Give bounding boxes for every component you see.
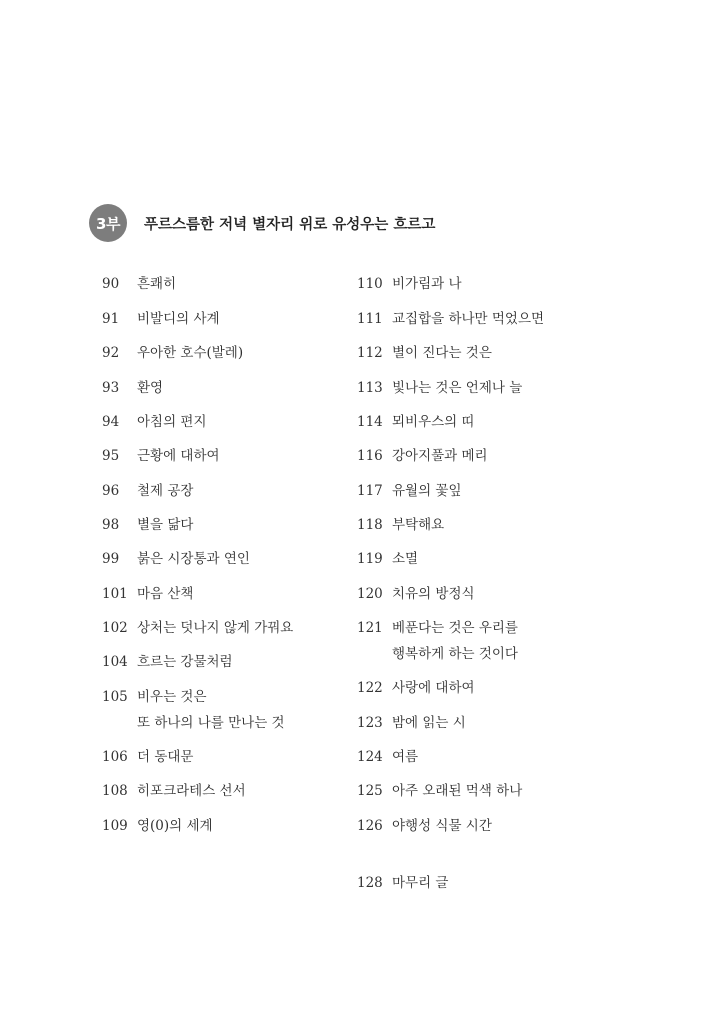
toc-page-number: 105	[102, 689, 128, 705]
toc-page-number: 112	[357, 345, 383, 361]
toc-page-number: 113	[357, 380, 383, 396]
toc-title-line: 우아한 호수(발레)	[137, 345, 244, 361]
toc-title	[392, 870, 448, 896]
toc-title	[137, 778, 246, 804]
toc-title	[137, 478, 193, 504]
toc-page-number: 93	[102, 380, 120, 396]
toc-title	[392, 675, 475, 701]
toc-title	[137, 375, 163, 401]
toc-page-number: 101	[102, 586, 128, 602]
toc-page-number: 126	[357, 818, 383, 834]
toc-title-line: 아침의 편지	[137, 414, 207, 430]
toc-title-line: 부탁해요	[392, 517, 445, 533]
toc-page-number: 124	[357, 749, 383, 765]
toc-page-number: 92	[102, 345, 120, 361]
toc-title	[392, 375, 522, 401]
toc-title-line: 야행성 식물 시간	[392, 818, 492, 834]
toc-page-number: 120	[357, 586, 383, 602]
toc-title-line: 영(0)의 세계	[137, 818, 213, 834]
toc-title	[392, 409, 475, 435]
toc-page-number: 106	[102, 749, 128, 765]
toc-title-line: 교집합을 하나만 먹었으면	[392, 311, 545, 327]
part-header	[89, 204, 435, 242]
toc-title	[137, 649, 233, 675]
toc-title	[137, 581, 193, 607]
toc-title-line: 강아지풀과 메리	[392, 448, 488, 464]
part-badge: 3부	[89, 204, 127, 242]
toc-title-line: 근황에 대하여	[137, 448, 220, 464]
toc-page-number: 117	[357, 483, 383, 499]
toc-page-number: 116	[357, 448, 383, 464]
toc-title	[137, 340, 243, 366]
part-title: 푸르스름한 저녁 별자리 위로 유성우는 흐르고	[144, 216, 436, 233]
toc-title-line: 흐르는 강물처럼	[137, 654, 233, 670]
toc-title-line: 뫼비우스의 띠	[392, 414, 475, 430]
toc-title	[137, 684, 285, 736]
toc-title-line: 유월의 꽃잎	[392, 483, 462, 499]
toc-title	[392, 778, 522, 804]
toc-title-line: 밤에 읽는 시	[392, 715, 466, 731]
toc-page-number: 91	[102, 311, 120, 327]
toc-title-line: 베푼다는 것은 우리를	[392, 620, 518, 636]
toc-page-number: 109	[102, 818, 128, 834]
toc-title-line: 아주 오래된 먹색 하나	[392, 783, 523, 799]
toc-page-number: 128	[357, 875, 383, 891]
toc-page-number: 96	[102, 483, 120, 499]
toc-page-number: 121	[357, 620, 383, 636]
toc-title-line: 사랑에 대하여	[392, 680, 475, 696]
toc-title-line: 붉은 시장통과 연인	[137, 551, 250, 567]
toc-title	[392, 340, 492, 366]
toc-title	[137, 443, 220, 469]
toc-title	[392, 710, 466, 736]
toc-page-number: 123	[357, 715, 383, 731]
toc-title	[137, 306, 220, 332]
toc-title	[137, 813, 213, 839]
toc-title	[392, 512, 444, 538]
toc-title	[392, 271, 462, 297]
toc-title-line: 비가림과 나	[392, 276, 462, 292]
toc-page-number: 110	[357, 276, 383, 292]
toc-title	[392, 813, 492, 839]
toc-title	[392, 744, 418, 770]
toc-title	[137, 546, 250, 572]
toc-page-number: 122	[357, 680, 383, 696]
toc-page-number: 98	[102, 517, 120, 533]
toc-title-line: 치유의 방정식	[392, 586, 475, 602]
toc-page-number: 118	[357, 517, 383, 533]
toc-title-line: 비우는 것은	[137, 689, 207, 705]
toc-page-number: 102	[102, 620, 128, 636]
toc-title-line: 흔쾌히	[137, 276, 177, 292]
toc-title-line: 상처는 덧나지 않게 가꿔요	[137, 620, 294, 636]
toc-title	[137, 271, 176, 297]
toc-title-line: 철제 공장	[137, 483, 194, 499]
toc-title-line: 환영	[137, 380, 164, 396]
toc-title-line: 여름	[392, 749, 419, 765]
toc-title	[392, 546, 418, 572]
toc-title-line: 빛나는 것은 언제나 늘	[392, 380, 523, 396]
toc-title	[392, 615, 518, 667]
toc-title-line: 더 동대문	[137, 749, 194, 765]
toc-title	[392, 478, 462, 504]
toc-page-number: 95	[102, 448, 120, 464]
toc-title	[137, 409, 207, 435]
toc-page-number: 94	[102, 414, 120, 430]
toc-page-number: 119	[357, 551, 383, 567]
toc-title-line: 행복하게 하는 것이다	[392, 646, 518, 662]
toc-title-line: 별이 진다는 것은	[392, 345, 492, 361]
toc-page-number: 104	[102, 654, 128, 670]
toc-title	[392, 581, 475, 607]
toc-title	[137, 615, 293, 641]
toc-page-number: 111	[357, 311, 383, 327]
toc-page-number: 108	[102, 783, 128, 799]
toc-title-line: 히포크라테스 선서	[137, 783, 246, 799]
toc-title	[392, 443, 488, 469]
toc-title-line: 비발디의 사계	[137, 311, 220, 327]
toc-title-line: 또 하나의 나를 만나는 것	[137, 715, 285, 731]
toc-title-line: 마음 산책	[137, 586, 194, 602]
toc-title-line: 별을 닮다	[137, 517, 194, 533]
toc-title	[137, 512, 193, 538]
toc-title	[137, 744, 193, 770]
toc-title	[392, 306, 544, 332]
toc-page-number: 125	[357, 783, 383, 799]
toc-page-number: 99	[102, 551, 120, 567]
toc-title-line: 마무리 글	[392, 875, 449, 891]
toc-title-line: 소멸	[392, 551, 419, 567]
toc-page-number: 114	[357, 414, 383, 430]
toc-page-number: 90	[102, 276, 120, 292]
